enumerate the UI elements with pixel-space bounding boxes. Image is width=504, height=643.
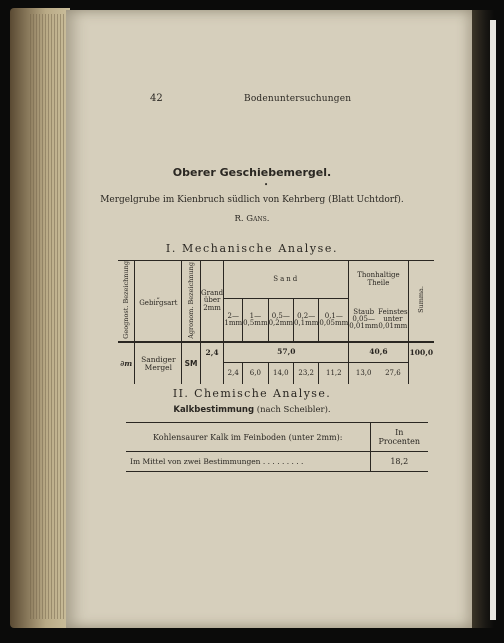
header-geognost: Geognost. Bezeichnung: [118, 261, 135, 343]
header-sand-col: 0,5— 0,2mm: [268, 298, 293, 342]
kalk-rest: (nach Scheibler).: [254, 405, 331, 415]
cell-agronom: SM: [182, 342, 201, 384]
mech-analysis-table: [118, 260, 434, 384]
chem-header-procenten: In Procenten: [370, 423, 428, 452]
cell-sand-value: 23,2: [293, 362, 318, 384]
running-head: Bodenuntersuchungen: [244, 94, 352, 104]
cell-sand-value: 2,4: [224, 362, 243, 384]
header-thon: Thonhaltige Theile: [349, 261, 408, 299]
header-sand-col: 1— 0,5mm: [243, 298, 268, 342]
header-sand-col: 0,2— 0,1mm: [293, 298, 318, 342]
mech-analysis-heading: I. Mechanische Analyse.: [165, 242, 339, 255]
page-number: 42: [150, 93, 163, 104]
chem-analysis-heading: II. Chemische Analyse.: [172, 387, 332, 400]
cell-grand: 2,4: [200, 342, 224, 384]
header-summa: Summa.: [408, 261, 434, 343]
cell-sand-value: 6,0: [243, 362, 268, 384]
kalk-heading: [0, 405, 504, 415]
cell-gebirgsart: Sandiger Mergel: [135, 342, 182, 384]
kalk-bold: Kalkbestimmung: [173, 405, 255, 415]
cell-sand-value: 11,2: [319, 362, 349, 384]
header-staub: Staub 0,05— 0,01mm: [349, 298, 378, 342]
print-mark: •: [264, 181, 269, 189]
header-feinstes: Feinstes unter 0,01mm: [378, 298, 408, 342]
header-sand-col: 0,1— 0,05mm: [319, 298, 349, 342]
cell-staub: 13,0: [349, 362, 378, 384]
header-sand-col: 2— 1mm: [224, 298, 243, 342]
cell-sand-value: 14,0: [268, 362, 293, 384]
page-title: Oberer Geschiebemergel.: [172, 166, 332, 179]
page-edges: [30, 14, 70, 619]
header-gebirgsart: „ Gebirgsart: [135, 261, 182, 343]
header-agronom: Agronom. Bezeichnung: [182, 261, 201, 343]
location-subtitle: Mergelgrube im Kienbruch südlich von Kehrberg (Blatt Uchtdorf).: [100, 195, 404, 205]
header-grand: Grand über 2mm: [200, 261, 224, 343]
cell-sand-total: 57,0: [224, 342, 349, 362]
cell-geognost: ∂m: [120, 358, 133, 368]
chem-row-value: 18,2: [370, 452, 428, 472]
chem-row-label: Im Mittel von zwei Bestimmungen . . . . . . . . .: [126, 452, 370, 472]
header-sand: Sand: [224, 261, 349, 299]
cell-summa: 100,0: [408, 342, 434, 384]
facing-page-edge: [490, 20, 496, 620]
chem-header-kalk: Kohlensaurer Kalk im Feinboden (unter 2mm):: [126, 423, 370, 452]
cell-feinstes: 27,6: [385, 368, 401, 377]
chem-analysis-table: [126, 422, 428, 472]
cell-thon-total: 40,6: [349, 342, 408, 362]
author: R. Gans.: [234, 214, 270, 224]
